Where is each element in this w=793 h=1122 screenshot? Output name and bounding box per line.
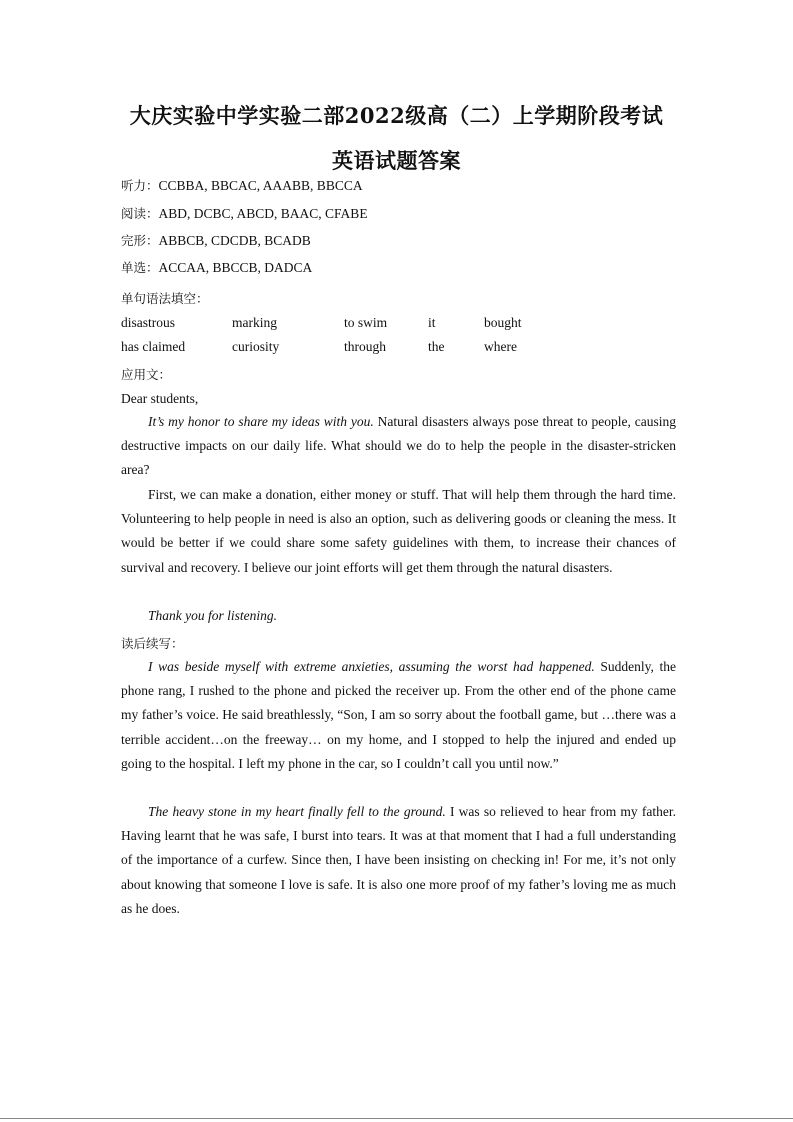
grammar-row: [121, 315, 681, 339]
single-choice-label: 单选：: [121, 260, 159, 275]
cloze-value: ABBCB, CDCDB, BCADB: [158, 233, 311, 248]
writing-salutation: Dear students,: [121, 391, 199, 406]
reading-answers: [121, 205, 368, 223]
single-choice-value: ACCAA, BBCCB, DADCA: [158, 260, 313, 275]
continuation-paragraph-1: [121, 655, 676, 776]
continuation-paragraph-2-text: I was so relieved to hear from my father. Having learnt that he was safe, I burst into tears. It was at that moment that I had a full understanding of the importance of a curfew. Since then, I have been insisting on checking in! For me, it’s not only about knowing that someone I love is safe. It is also one more proof of my father’s loving me as much as he does.: [121, 804, 676, 916]
page-bottom-rule: [0, 1118, 793, 1119]
grammar-cell: has claimed: [121, 339, 186, 354]
continuation-heading: 读后续写：: [121, 636, 184, 651]
single-choice-answers: [121, 259, 312, 277]
writing-paragraph-1: [121, 410, 676, 483]
listening-answers: [121, 177, 363, 195]
continuation-paragraph-2: [121, 800, 676, 921]
listening-value: CCBBA, BBCAC, AAABB, BBCCA: [158, 178, 363, 193]
grammar-cell: marking: [232, 315, 277, 330]
writing-paragraph-2: First, we can make a donation, either money or stuff. That will help them through the hard time. Volunteering to help people in need is also an option, such as delivering goods or cleaning the mess. It would be better if we could share some safety guidelines with them, to increase their chances of survival and recovery. I believe our joint efforts will get them through the natural disasters.: [121, 487, 676, 575]
grammar-heading: 单句语法填空：: [121, 291, 209, 306]
writing-opening-sentence: It’s my honor to share my ideas with you.: [148, 414, 374, 429]
grammar-row: [121, 339, 681, 363]
continuation-paragraph-1-text: Suddenly, the phone rang, I rushed to the phone and picked the receiver up. From the other end of the phone came my father’s voice. He said breathlessly, “Son, I am so sorry about the football game, but …there was a terrible accident…on the freeway… on my home, and I stopped to help the injured and ended up going to the hospital. I left my phone in the car, so I couldn’t call you until now.”: [121, 659, 676, 771]
grammar-cell: disastrous: [121, 315, 175, 330]
continuation-opening-sentence: I was beside myself with extreme anxieties, assuming the worst had happened.: [148, 659, 595, 674]
grammar-cell: curiosity: [232, 339, 280, 354]
cloze-answers: [121, 232, 311, 250]
grammar-cell: to swim: [344, 315, 388, 330]
continuation-opening-sentence-2: The heavy stone in my heart finally fell to the ground.: [148, 804, 446, 819]
page-subtitle: 英语试题答案: [332, 148, 461, 173]
reading-value: ABD, DCBC, ABCD, BAAC, CFABE: [158, 206, 368, 221]
grammar-cell: it: [428, 315, 436, 330]
grammar-cell: bought: [484, 315, 522, 330]
reading-label: 阅读：: [121, 206, 159, 221]
writing-heading: 应用文：: [121, 367, 172, 382]
page-title: 大庆实验中学实验二部2022级高（二）上学期阶段考试: [129, 103, 664, 128]
grammar-cell: where: [484, 339, 517, 354]
grammar-cell: through: [344, 339, 386, 354]
writing-closing: Thank you for listening.: [148, 608, 277, 623]
cloze-label: 完形：: [121, 233, 159, 248]
grammar-answer-grid: [121, 315, 681, 363]
listening-label: 听力：: [121, 178, 159, 193]
grammar-cell: the: [428, 339, 445, 354]
writing-paragraph-1-text: Natural disasters always pose threat to people, causing destructive impacts on our daily life. What should we do to help the people in the disaster-stricken area?: [121, 414, 676, 478]
